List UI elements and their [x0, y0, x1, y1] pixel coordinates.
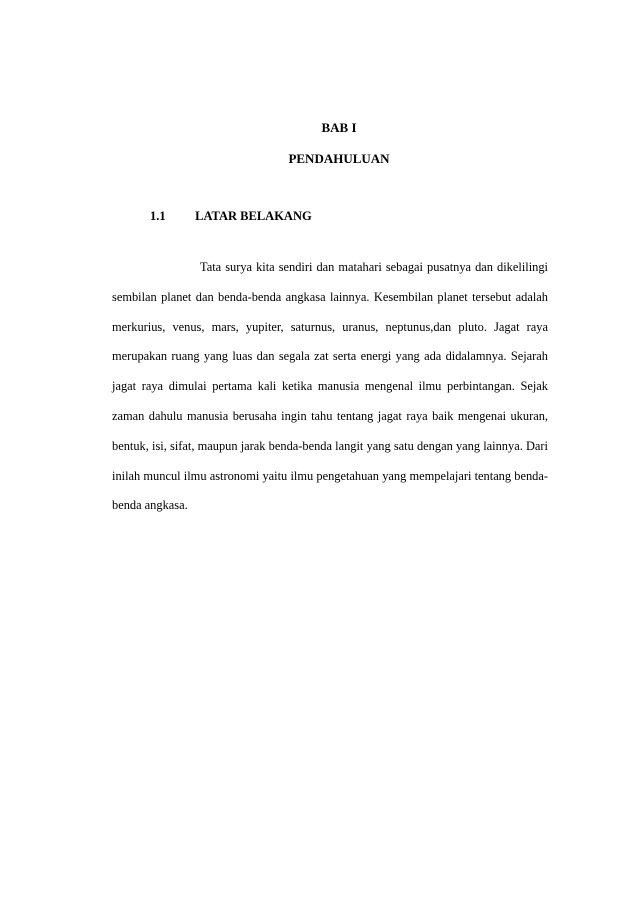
section-heading: [150, 209, 312, 224]
chapter-number: BAB I: [321, 120, 357, 135]
body-paragraph: Tata surya kita sendiri dan matahari sebagai pusatnya dan dikelilingi sembilan planet dan benda-benda angkasa lainnya. Kesembilan planet tersebut adalah merkurius, venus, mars, yupiter, saturnus, uranus, neptunus,dan pluto. Jagat raya merupakan ruang yang luas dan segala zat serta energi yang ada didalamnya. Sejarah jagat raya dimulai pertama kali ketika manusia mengenal ilmu perbintangan. Sejak zaman dahulu manusia berusaha ingin tahu tentang jagat raya baik mengenai ukuran, bentuk, isi, sifat, maupun jarak benda-benda langit yang satu dengan yang lainnya. Dari inilah muncul ilmu astronomi yaitu ilmu pengetahuan yang mempelajari tentang benda-benda angkasa.: [112, 260, 548, 513]
section-title: LATAR BELAKANG: [195, 209, 312, 223]
section-number: 1.1: [150, 209, 166, 223]
chapter-title: PENDAHULUAN: [288, 151, 390, 166]
